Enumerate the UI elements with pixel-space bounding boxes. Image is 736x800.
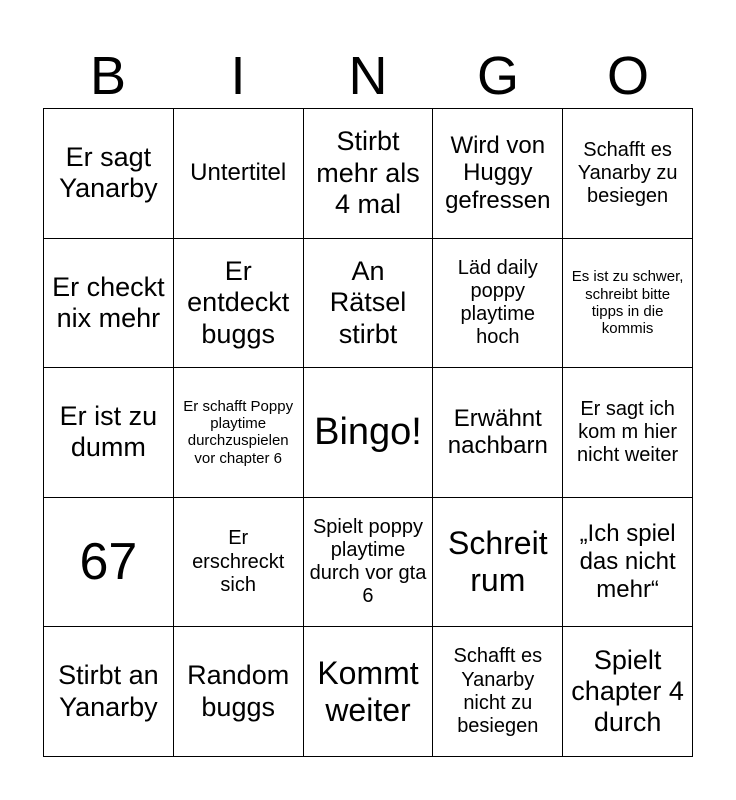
bingo-cell[interactable]: Wird von Huggy gefressen <box>433 109 563 239</box>
bingo-cell[interactable]: Erwähnt nachbarn <box>433 368 563 498</box>
bingo-cell[interactable]: Er entdeckt buggs <box>174 239 304 369</box>
bingo-cell[interactable]: Er ist zu dumm <box>44 368 174 498</box>
bingo-board <box>43 108 693 757</box>
header-letter-o: O <box>606 46 649 106</box>
bingo-cell[interactable]: Läd daily poppy playtime hoch <box>433 239 563 369</box>
bingo-cell[interactable]: Er erschreckt sich <box>174 498 304 628</box>
bingo-cell[interactable]: Random buggs <box>174 627 304 757</box>
bingo-cell[interactable]: Spielt chapter 4 durch <box>563 627 693 757</box>
header-letter-b: B <box>89 46 127 106</box>
bingo-cell[interactable]: Stirbt mehr als 4 mal <box>304 109 434 239</box>
header-letter-g: G <box>476 46 519 106</box>
bingo-cell[interactable]: Schreit rum <box>433 498 563 628</box>
bingo-cell[interactable]: Stirbt an Yanarby <box>44 627 174 757</box>
bingo-cell-free[interactable]: Bingo! <box>304 368 434 498</box>
bingo-cell[interactable]: Kommt weiter <box>304 627 434 757</box>
bingo-cell[interactable]: „Ich spiel das nicht mehr“ <box>563 498 693 628</box>
bingo-cell[interactable]: Er sagt ich kom m hier nicht weiter <box>563 368 693 498</box>
bingo-cell[interactable]: An Rätsel stirbt <box>304 239 434 369</box>
bingo-cell[interactable]: Untertitel <box>174 109 304 239</box>
bingo-cell[interactable]: Er sagt Yanarby <box>44 109 174 239</box>
header-letter-n: N <box>348 46 388 106</box>
bingo-header <box>43 40 693 108</box>
bingo-cell[interactable]: Er schafft Poppy playtime durchzuspielen vor chapter 6 <box>174 368 304 498</box>
header-letter-i: I <box>230 46 246 106</box>
bingo-cell[interactable]: 67 <box>44 498 174 628</box>
bingo-cell[interactable]: Schafft es Yanarby zu besiegen <box>563 109 693 239</box>
bingo-cell[interactable]: Es ist zu schwer, schreibt bitte tipps in die kommis <box>563 239 693 369</box>
bingo-cell[interactable]: Schafft es Yanarby nicht zu besiegen <box>433 627 563 757</box>
bingo-cell[interactable]: Spielt poppy playtime durch vor gta 6 <box>304 498 434 628</box>
bingo-cell[interactable]: Er checkt nix mehr <box>44 239 174 369</box>
